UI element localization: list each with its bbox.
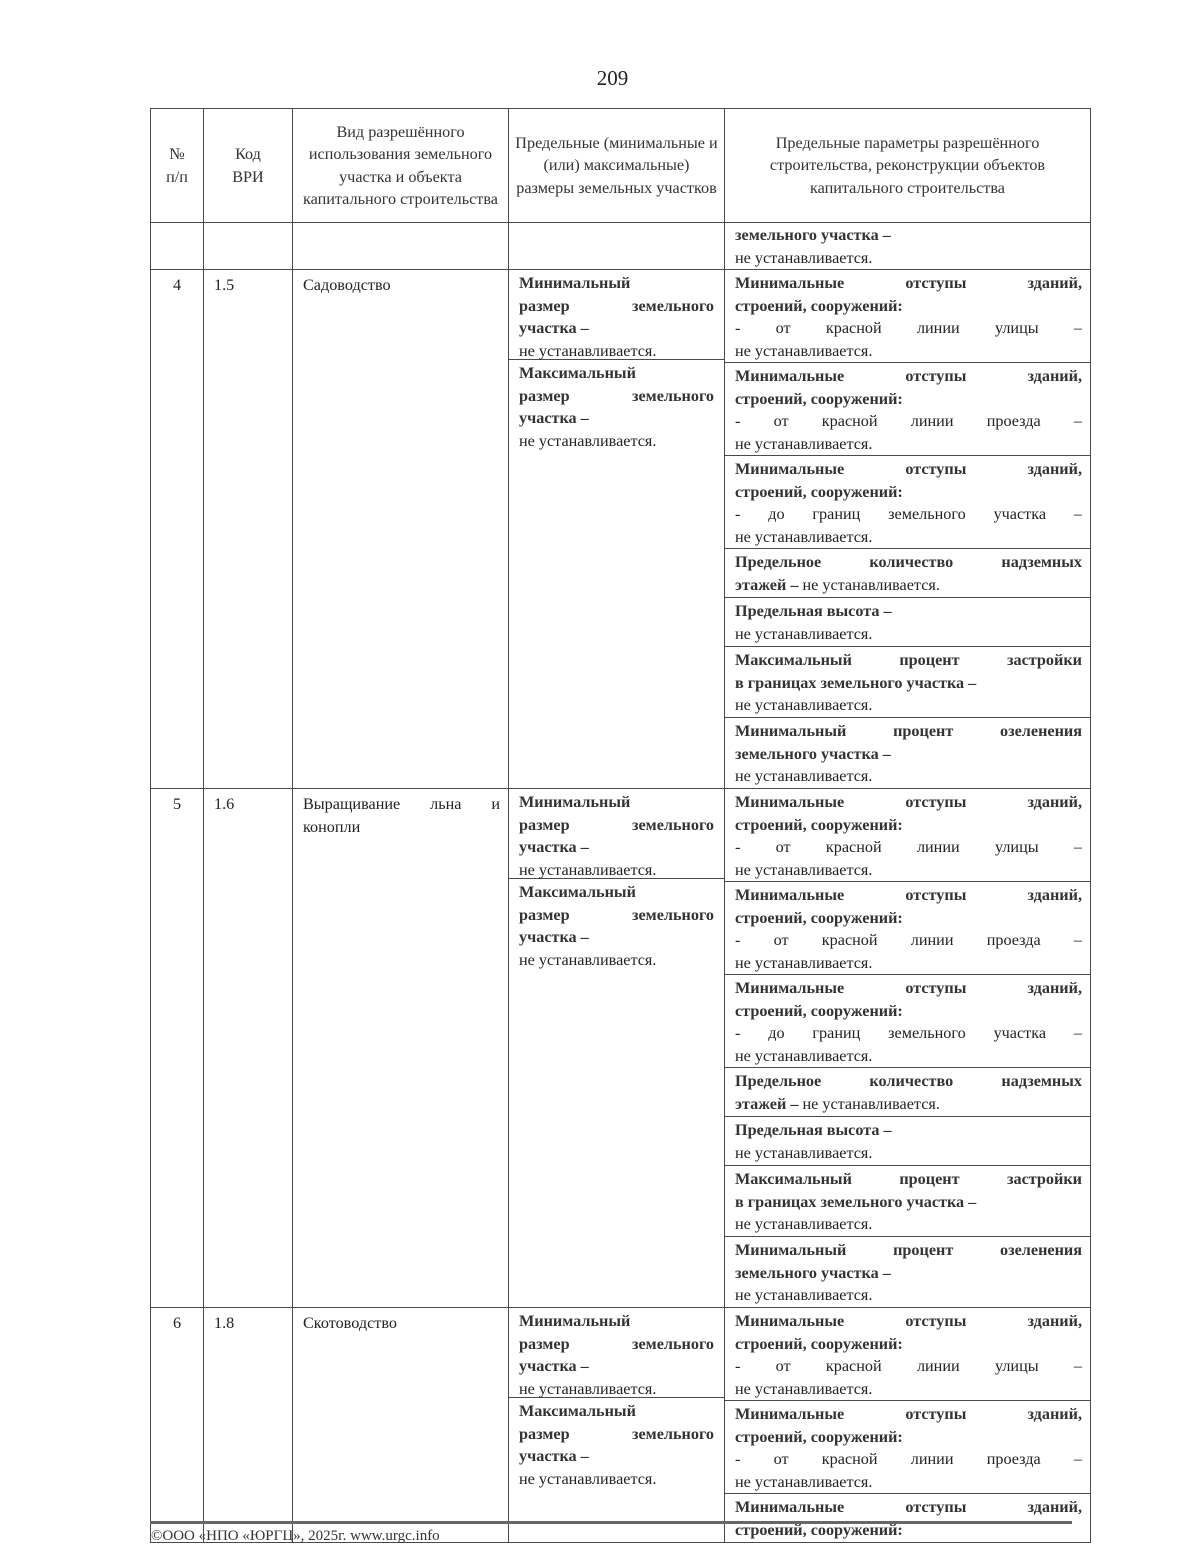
indent-title-2: строений, сооружений: [735,389,903,408]
min-size-line-3: участка – [519,1357,589,1375]
indent-title-2: строений, сооружений: [735,1427,903,1446]
row-name: Скотоводство [293,1308,509,1543]
build-pct-value: не устанавливается. [735,1215,873,1233]
min-size-block [509,789,724,879]
green-pct-line-2: земельного участка – [735,1263,891,1282]
row-params [725,270,1091,789]
min-size-block [509,270,724,360]
max-size-line-3: участка – [519,1447,589,1465]
indent-border: - до границ земельного участка – [735,505,1082,523]
row-code: 1.5 [204,270,293,789]
build-percent-block [725,1166,1090,1237]
build-pct-value: не устанавливается. [735,696,873,714]
indent-title: Минимальные отступы зданий, [735,367,1082,385]
green-pct-line-2: земельного участка – [735,744,891,763]
indent-drive: - от красной линии проезда – [735,931,1082,949]
table-row [151,1308,1091,1543]
indent-border: - до границ земельного участка – [735,1024,1082,1042]
header-code-text: Код ВРИ [232,145,264,186]
max-size-value: не устанавливается. [519,431,657,450]
indent-title: Минимальные отступы зданий, [735,793,1082,811]
indent-title: Минимальные отступы зданий, [735,460,1082,478]
height-title: Предельная высота – [735,1121,892,1139]
max-size-block [509,1398,724,1490]
row-params [725,1308,1091,1543]
indent-drive: - от красной линии проезда – [735,412,1082,430]
indent-value: не устанавливается. [735,341,873,360]
indent-value: не устанавливается. [735,860,873,879]
footer-text: ©ООО «НПО «ЮРГЦ», 2025г. www.urgc.info [151,1528,440,1544]
indent-drive-block [725,1401,1090,1494]
indent-street-block [725,270,1090,363]
indent-title-2: строений, сооружений: [735,1520,903,1539]
row-params [725,789,1091,1308]
min-size-line: размер земельного [519,1334,714,1353]
min-size-title: Минимальный [519,793,631,811]
min-size-value: не устанавливается. [519,1379,657,1398]
table-row [151,789,1091,1308]
min-size-line: размер земельного [519,296,714,315]
indent-title: Минимальные отступы зданий, [735,1312,1082,1330]
indent-border-block [725,975,1090,1068]
floors-block [725,549,1090,598]
height-value: не устанавливается. [735,624,873,643]
max-size-block [509,360,724,452]
header-num-text: № п/п [166,145,188,186]
min-size-title: Минимальный [519,1312,631,1330]
land-use-table [150,108,1091,1543]
max-size-title: Максимальный [519,883,636,901]
max-size-line-3: участка – [519,928,589,946]
indent-street: - от красной линии улицы – [735,1357,1082,1375]
row-sizes [509,270,725,789]
min-size-title: Минимальный [519,274,631,292]
build-pct-line: Максимальный процент застройки [735,1170,1082,1188]
empty-cell [509,223,725,270]
height-value: не устанавливается. [735,1143,873,1162]
min-size-value: не устанавливается. [519,341,657,360]
floors-block [725,1068,1090,1117]
max-size-value: не устанавливается. [519,1469,657,1488]
height-title: Предельная высота – [735,602,892,620]
green-pct-value: не устанавливается. [735,1286,873,1304]
indent-value: не устанавливается. [735,1472,873,1491]
indent-value: не устанавливается. [735,1379,873,1398]
indent-street-block [725,789,1090,882]
table-row [151,270,1091,789]
floors-line-2: этажей – не устанавливается. [735,575,940,594]
empty-cell [204,223,293,270]
max-size-title: Максимальный [519,1402,636,1420]
floors-line-2: этажей – не устанавливается. [735,1094,940,1113]
indent-title: Минимальные отступы зданий, [735,1405,1082,1423]
floors-line: Предельное количество надземных [735,553,1082,571]
table-header-row [151,109,1091,223]
continuation-row [151,223,1091,270]
green-percent-block [725,1237,1090,1307]
row-sizes [509,1308,725,1543]
green-pct-value: не устанавливается. [735,767,873,785]
header-type: Вид разрешённого использования земельного участка и объекта капитального строительства [293,109,509,223]
indent-value: не устанавливается. [735,434,873,453]
indent-street-block [725,1308,1090,1401]
indent-border-block [725,456,1090,549]
indent-title: Минимальные отступы зданий, [735,1498,1082,1516]
row-code: 1.8 [204,1308,293,1543]
empty-cell [293,223,509,270]
max-size-line: размер земельного [519,1424,714,1443]
build-pct-line-2: в границах земельного участка – [735,673,977,692]
indent-title: Минимальные отступы зданий, [735,274,1082,292]
row-name: Выращивание льна и конопли [293,789,509,1308]
indent-title-2: строений, сооружений: [735,1334,903,1353]
indent-title-2: строений, сооружений: [735,1001,903,1020]
height-block [725,598,1090,647]
green-pct-line: Минимальный процент озеленения [735,1241,1082,1259]
row-code: 1.6 [204,789,293,1308]
min-size-value: не устанавливается. [519,860,657,879]
row-num: 5 [151,789,204,1308]
footer-rule [150,1521,1072,1524]
indent-street: - от красной линии улицы – [735,319,1082,337]
min-size-line-3: участка – [519,319,589,337]
header-code [204,109,293,223]
height-block [725,1117,1090,1166]
green-pct-line: Минимальный процент озеленения [735,722,1082,740]
min-size-line: размер земельного [519,815,714,834]
min-size-block [509,1308,724,1398]
row-num: 6 [151,1308,204,1543]
max-size-line: размер земельного [519,386,714,405]
indent-title-2: строений, сооружений: [735,296,903,315]
indent-title: Минимальные отступы зданий, [735,979,1082,997]
build-pct-line-2: в границах земельного участка – [735,1192,977,1211]
continuation-line-2: не устанавливается. [735,248,873,267]
build-percent-block [725,647,1090,718]
indent-border-block-partial [725,1494,1090,1542]
max-size-value: не устанавливается. [519,950,657,969]
green-percent-block [725,718,1090,788]
max-size-title: Максимальный [519,364,636,382]
floors-line: Предельное количество надземных [735,1072,1082,1090]
header-sizes: Предельные (минимальные и (или) максимальные) размеры земельных участков [509,109,725,223]
empty-cell [151,223,204,270]
max-size-block [509,879,724,971]
row-name: Садоводство [293,270,509,789]
continuation-line-1: земельного участка – [735,226,891,244]
indent-value: не устанавливается. [735,527,873,546]
page-number: 209 [596,66,629,90]
indent-title-2: строений, сооружений: [735,815,903,834]
indent-drive-block [725,363,1090,456]
row-sizes [509,789,725,1308]
min-size-line-3: участка – [519,838,589,856]
row-num: 4 [151,270,204,789]
indent-value: не устанавливается. [735,953,873,972]
build-pct-line: Максимальный процент застройки [735,651,1082,669]
indent-title: Минимальные отступы зданий, [735,886,1082,904]
continuation-cell [725,223,1091,270]
indent-drive-block [725,882,1090,975]
header-num [151,109,204,223]
indent-street: - от красной линии улицы – [735,838,1082,856]
indent-drive: - от красной линии проезда – [735,1450,1082,1468]
max-size-line-3: участка – [519,409,589,427]
header-params: Предельные параметры разрешённого строительства, реконструкции объектов капитального строительства [725,109,1091,223]
max-size-line: размер земельного [519,905,714,924]
indent-title-2: строений, сооружений: [735,908,903,927]
indent-value: не устанавливается. [735,1046,873,1065]
indent-title-2: строений, сооружений: [735,482,903,501]
